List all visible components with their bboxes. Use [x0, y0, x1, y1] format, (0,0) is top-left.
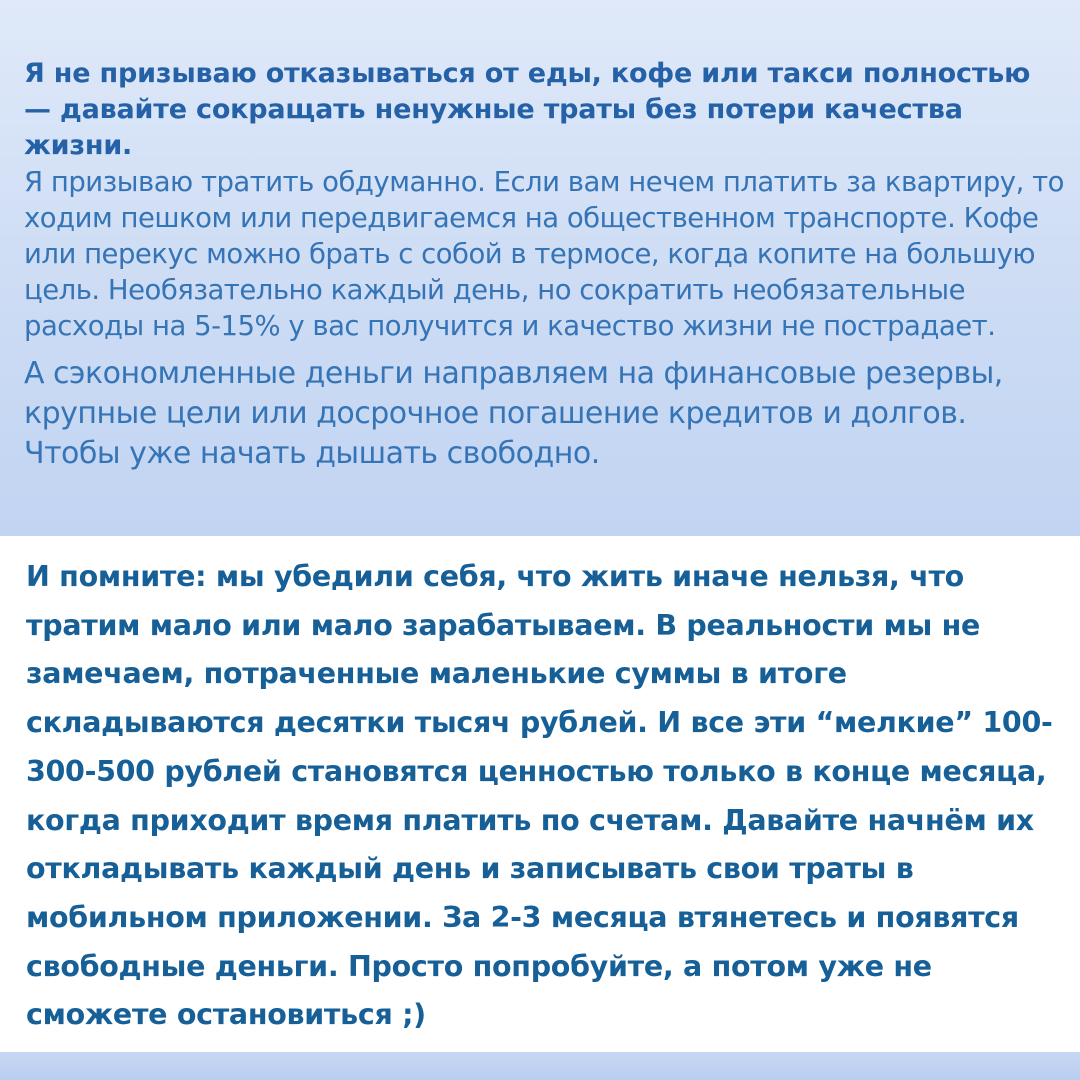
intro-heading: Я не призываю отказываться от еды, кофе или такси полностью — давайте сокращать ненужные траты без потери качества жизни.	[24, 58, 1031, 161]
paragraph-one: Я призываю тратить обдуманно. Если вам нечем платить за квартиру, то ходим пешком или передвигаемся на общественном транспорте. Кофе или перекус можно брать с собой в термосе, когда копите на большую цель. Необязательно каждый день, но сократить необязательные расходы на 5-15% у вас получится и качество жизни не пострадает.	[24, 166, 1064, 342]
top-text-block	[24, 56, 1064, 474]
reminder-text: И помните: мы убедили себя, что жить иначе нельзя, что тратим мало или мало зарабатываем. В реальности мы не замечаем, потраченные маленькие суммы в итоге складываются десятки тысяч рублей. И все эти “мелкие” 100-300-500 рублей становятся ценностью только в конце месяца, когда приходит время платить по счетам. Давайте начнём их откладывать каждый день и записывать свои траты в мобильном приложении. За 2-3 месяца втянетесь и появятся свободные деньги. Просто попробуйте, а потом уже не сможете остановиться ;)	[26, 560, 1053, 1032]
paragraph-two: А сэкономленные деньги направляем на финансовые резервы, крупные цели или досрочное погашение кредитов и долгов. Чтобы уже начать дышать свободно.	[24, 356, 1003, 471]
bottom-strip	[0, 1052, 1080, 1080]
